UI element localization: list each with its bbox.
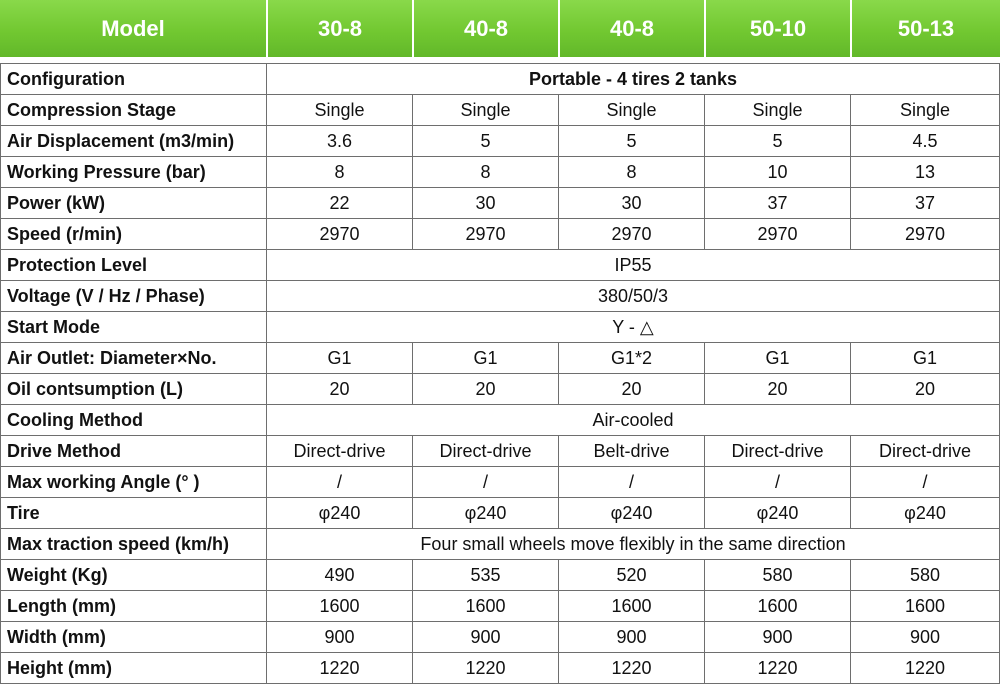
row-label: Drive Method [1,436,267,467]
header-model-col-4: 50-10 [706,0,852,57]
value-cell: 30 [559,188,705,219]
value-cell: 1220 [851,653,1000,684]
value-cell: 1600 [851,591,1000,622]
value-cell: 490 [267,560,413,591]
value-cell: φ240 [851,498,1000,529]
value-cell: 20 [851,374,1000,405]
merged-value-cell: Y - △ [267,312,1000,343]
value-cell: G1 [705,343,851,374]
value-cell: 1600 [267,591,413,622]
value-cell: 580 [851,560,1000,591]
row-label: Max traction speed (km/h) [1,529,267,560]
value-cell: Direct-drive [851,436,1000,467]
table-row [1,343,1000,374]
header-model-col-3: 40-8 [560,0,706,57]
value-cell: 5 [559,126,705,157]
value-cell: Direct-drive [413,436,559,467]
value-cell: / [705,467,851,498]
value-cell: Single [267,95,413,126]
value-cell: 900 [413,622,559,653]
value-cell: 1600 [705,591,851,622]
value-cell: 20 [705,374,851,405]
value-cell: Single [413,95,559,126]
table-row [1,188,1000,219]
value-cell: φ240 [267,498,413,529]
table-row [1,591,1000,622]
value-cell: 535 [413,560,559,591]
value-cell: 30 [413,188,559,219]
value-cell: 2970 [851,219,1000,250]
table-row [1,498,1000,529]
value-cell: 3.6 [267,126,413,157]
value-cell: G1*2 [559,343,705,374]
value-cell: φ240 [705,498,851,529]
value-cell: 1220 [559,653,705,684]
merged-value-cell: 380/50/3 [267,281,1000,312]
header-model-col-5: 50-13 [852,0,1000,57]
row-label: Tire [1,498,267,529]
value-cell: G1 [267,343,413,374]
row-label: Compression Stage [1,95,267,126]
value-cell: 8 [413,157,559,188]
row-label: Cooling Method [1,405,267,436]
table-row [1,405,1000,436]
header-row [0,0,1000,57]
value-cell: 4.5 [851,126,1000,157]
value-cell: 8 [267,157,413,188]
header-model-label: Model [0,0,268,57]
value-cell: G1 [851,343,1000,374]
row-label: Start Mode [1,312,267,343]
table-row [1,250,1000,281]
row-label: Speed (r/min) [1,219,267,250]
merged-value-cell: Air-cooled [267,405,1000,436]
value-cell: 2970 [267,219,413,250]
value-cell: 1600 [413,591,559,622]
value-cell: G1 [413,343,559,374]
value-cell: 37 [851,188,1000,219]
value-cell: 22 [267,188,413,219]
spec-table-body [1,64,1000,684]
row-label: Width (mm) [1,622,267,653]
spec-table [0,63,1000,684]
merged-value-cell: Portable - 4 tires 2 tanks [267,64,1000,95]
row-label: Air Displacement (m3/min) [1,126,267,157]
table-row [1,95,1000,126]
value-cell: Single [851,95,1000,126]
value-cell: / [267,467,413,498]
value-cell: Single [705,95,851,126]
table-row [1,560,1000,591]
table-row [1,529,1000,560]
value-cell: φ240 [559,498,705,529]
row-label: Configuration [1,64,267,95]
table-row [1,653,1000,684]
value-cell: 5 [413,126,559,157]
table-row [1,64,1000,95]
row-label: Height (mm) [1,653,267,684]
value-cell: 5 [705,126,851,157]
value-cell: 2970 [559,219,705,250]
table-row [1,126,1000,157]
row-label: Weight (Kg) [1,560,267,591]
value-cell: φ240 [413,498,559,529]
row-label: Protection Level [1,250,267,281]
value-cell: Belt-drive [559,436,705,467]
value-cell: / [559,467,705,498]
table-row [1,436,1000,467]
value-cell: 900 [559,622,705,653]
value-cell: / [413,467,559,498]
value-cell: 37 [705,188,851,219]
row-label: Oil contsumption (L) [1,374,267,405]
value-cell: 900 [705,622,851,653]
table-row [1,219,1000,250]
value-cell: 900 [851,622,1000,653]
value-cell: / [851,467,1000,498]
value-cell: 20 [413,374,559,405]
header-model-col-2: 40-8 [414,0,560,57]
value-cell: 1220 [413,653,559,684]
value-cell: 1220 [267,653,413,684]
value-cell: 520 [559,560,705,591]
value-cell: 1220 [705,653,851,684]
row-label: Max working Angle (° ) [1,467,267,498]
row-label: Power (kW) [1,188,267,219]
merged-value-cell: Four small wheels move flexibly in the same direction [267,529,1000,560]
table-row [1,467,1000,498]
value-cell: 1600 [559,591,705,622]
row-label: Air Outlet: Diameter×No. [1,343,267,374]
table-row [1,622,1000,653]
merged-value-cell: IP55 [267,250,1000,281]
value-cell: 20 [559,374,705,405]
header-model-col-1: 30-8 [268,0,414,57]
row-label: Length (mm) [1,591,267,622]
value-cell: Direct-drive [267,436,413,467]
value-cell: 2970 [413,219,559,250]
value-cell: 900 [267,622,413,653]
value-cell: 8 [559,157,705,188]
value-cell: 10 [705,157,851,188]
value-cell: Single [559,95,705,126]
table-row [1,281,1000,312]
value-cell: 580 [705,560,851,591]
table-row [1,312,1000,343]
row-label: Voltage (V / Hz / Phase) [1,281,267,312]
table-row [1,374,1000,405]
value-cell: Direct-drive [705,436,851,467]
value-cell: 13 [851,157,1000,188]
row-label: Working Pressure (bar) [1,157,267,188]
value-cell: 20 [267,374,413,405]
table-row [1,157,1000,188]
value-cell: 2970 [705,219,851,250]
